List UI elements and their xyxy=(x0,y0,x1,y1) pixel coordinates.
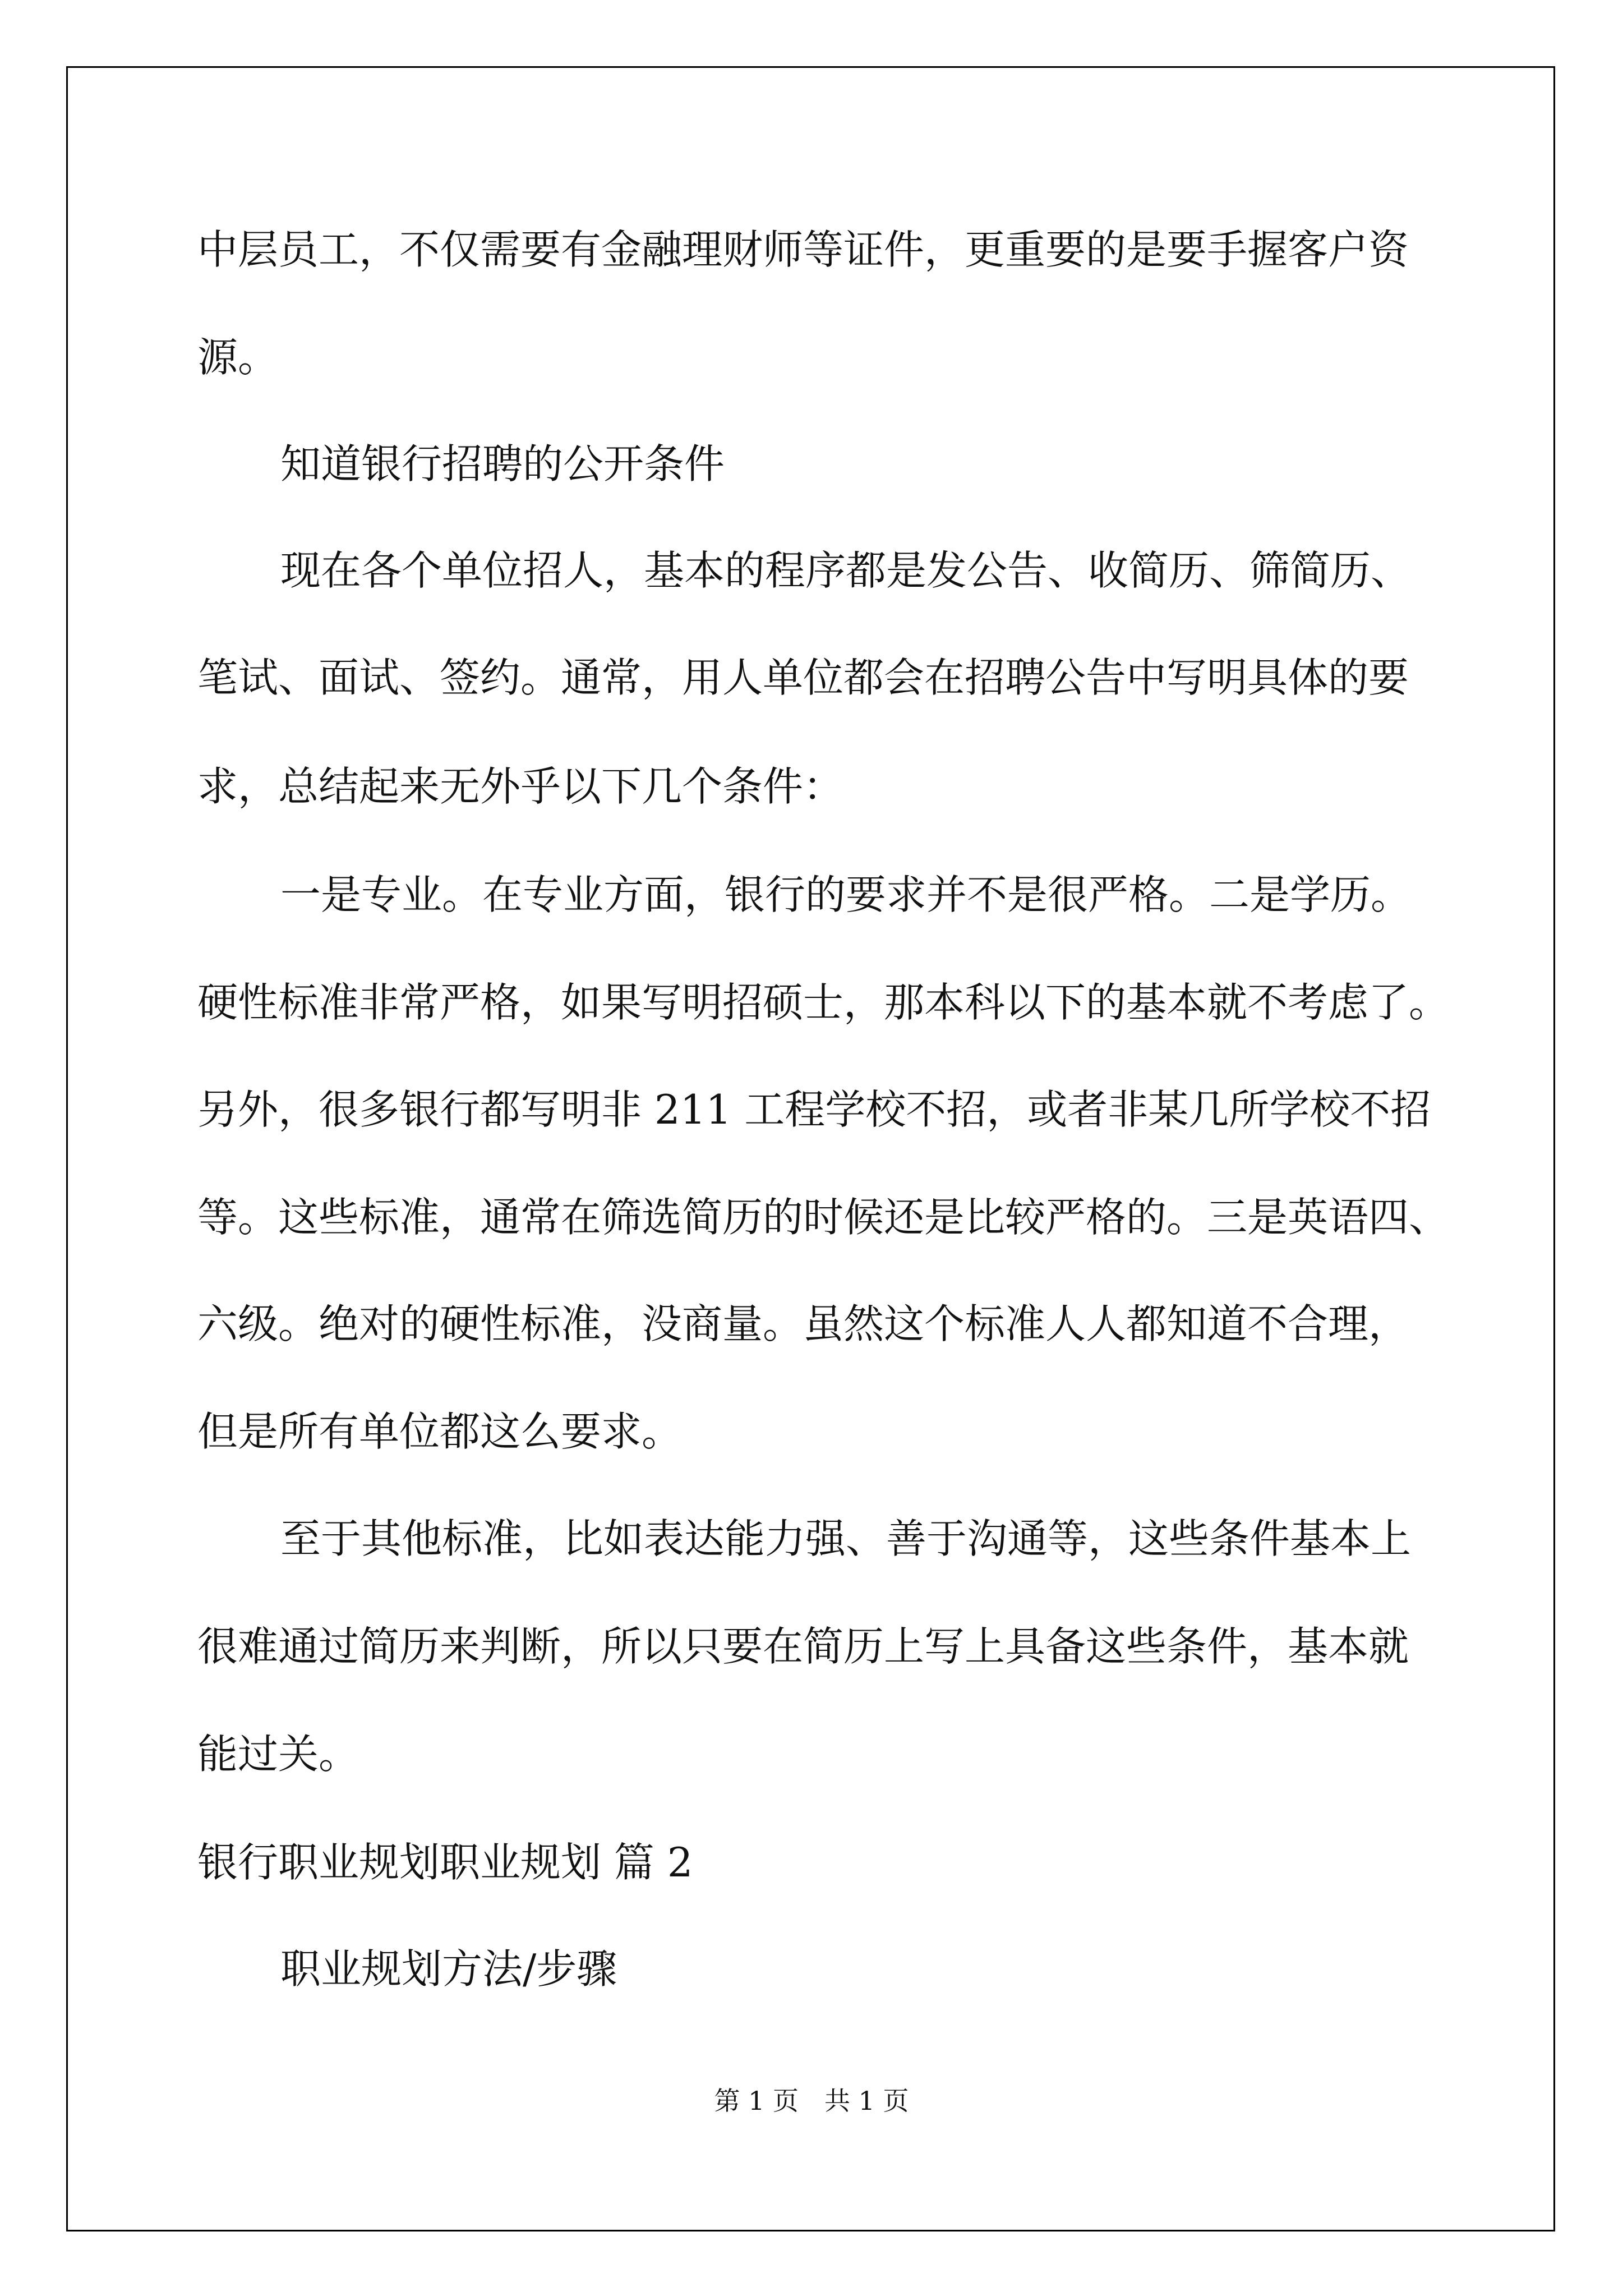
body-text-line: 另外，很多银行都写明非 211 工程学校不招，或者非某几所学校不招 xyxy=(197,1086,1431,1133)
body-text-line: 现在各个单位招人，基本的程序都是发公告、收简历、筛简历、 xyxy=(280,547,1412,594)
body-text-line: 六级。绝对的硬性标准，没商量。虽然这个标准人人都知道不合理， xyxy=(197,1300,1409,1347)
body-text-line: 职业规划方法/步骤 xyxy=(280,1945,617,1993)
page-footer: 第 1 页 共 1 页 xyxy=(714,2086,909,2116)
body-text-line: 能过关。 xyxy=(197,1731,359,1778)
body-text-line: 中层员工，不仅需要有金融理财师等证件，更重要的是要手握客户资 xyxy=(197,226,1409,273)
body-text-line: 但是所有单位都这么要求。 xyxy=(197,1408,683,1455)
body-text-line: 源。 xyxy=(197,334,279,381)
body-text-line: 求，总结起来无外乎以下几个条件： xyxy=(197,763,844,810)
body-text-line: 笔试、面试、签约。通常，用人单位都会在招聘公告中写明具体的要 xyxy=(197,654,1409,701)
section-heading: 银行职业规划职业规划 篇 2 xyxy=(197,1839,693,1886)
body-text-line: 知道银行招聘的公开条件 xyxy=(280,440,725,487)
body-text-line: 很难通过简历来判断，所以只要在简历上写上具备这些条件，基本就 xyxy=(197,1623,1409,1670)
body-text-line: 至于其他标准，比如表达能力强、善于沟通等，这些条件基本上 xyxy=(280,1515,1412,1562)
page-border xyxy=(66,66,1555,2231)
body-text-line: 等。这些标准，通常在筛选简历的时候还是比较严格的。三是英语四、 xyxy=(197,1194,1450,1241)
body-text-line: 一是专业。在专业方面，银行的要求并不是很严格。二是学历。 xyxy=(280,871,1412,918)
body-text-line: 硬性标准非常严格，如果写明招硕士，那本科以下的基本就不考虑了。 xyxy=(197,979,1450,1026)
